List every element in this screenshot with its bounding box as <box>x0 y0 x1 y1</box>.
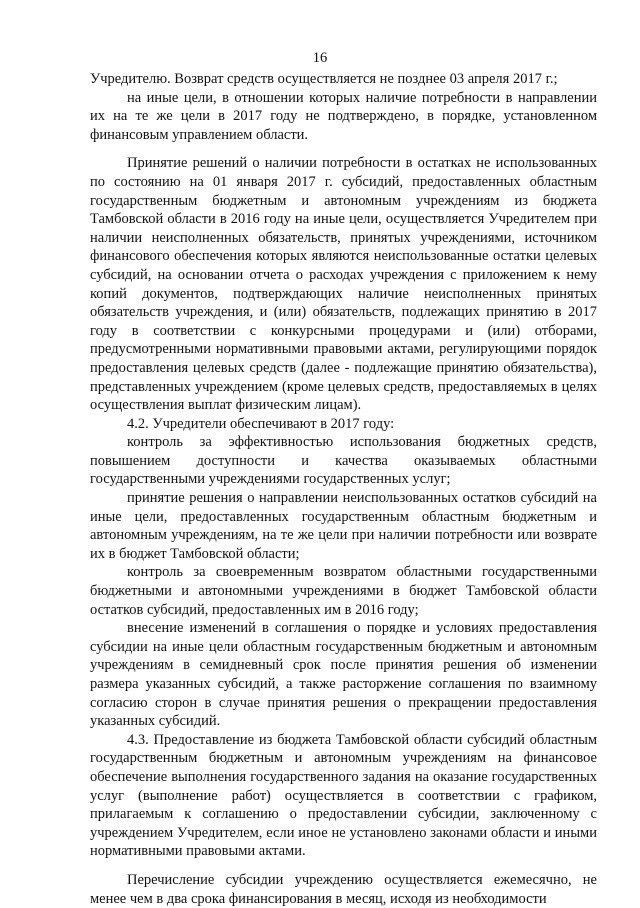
paragraph: Принятие решений о наличии потребности в остатках не использованных по состоянию на 01 января 2017 г. субсидий, предоставленных областным государственным бюджетным и автономным учреждениям из бюджета Тамбовской области в 2016 году на иные цели, осуществляется Учредителем при наличии неисполненных обязательств, принятых учреждениями, источником финансового обеспечения которых являются неиспользованные остатки целевых субсидий, на основании отчета о расходах учреждения с приложением к нему копий документов, подтверждающих наличие неисполненных принятых обязательств учреждения, и (или) обязательств, подлежащих принятию в 2017 году в соответствии с конкурсными процедурами и (или) отборами, предусмотренными нормативными правовыми актами, регулирующими порядок предоставления целевых средств (далее - подлежащие принятию обязательства), представленных учреждением (кроме целевых средств, предоставляемых в целях осуществления выплат физическим лицам). <box>90 155 597 414</box>
paragraph: 4.3. Предоставление из бюджета Тамбовской области субсидий областным государственным бюджетным и автономным учреждениям на финансовое обеспечение выполнения государственного задания на оказание государственных услуг (выполнение работ) осуществляется в соответствии с графиком, прилагаемым к соглашению о предоставлении субсидии, заключенному с учреждением Учредителем, если иное не установлено законами области и иными нормативными правовыми актами. <box>90 731 597 860</box>
paragraph: Учредителю. Возврат средств осуществляется не позднее 03 апреля 2017 г.; <box>90 71 558 87</box>
paragraph: Перечисление субсидии учреждению осуществляется ежемесячно, не менее чем в два срока финансирования в месяц, исходя из необходимости <box>90 871 597 907</box>
paragraph: контроль за своевременным возвратом областными государственными бюджетными и автономными учреждениями в бюджет Тамбовской области остатков субсидий, предоставленных им в 2016 году; <box>90 564 597 618</box>
paragraph: контроль за эффективностью использования бюджетных средств, повышением доступности и качества оказываемых областными государственными учреждениями государственных услуг; <box>90 434 597 488</box>
paragraph: принятие решения о направлении неиспользованных остатков субсидий на иные цели, предоставленных государственным областным бюджетным и автономным учреждениям, на те же цели при наличии потребности или возврате их в бюджет Тамбовской области; <box>90 490 597 562</box>
page-number: 16 <box>312 50 328 66</box>
paragraph: 4.2. Учредители обеспечивают в 2017 году: <box>127 415 395 432</box>
body-text <box>90 70 597 908</box>
paragraph: на иные цели, в отношении которых наличие потребности в направлении их на те же цели в 2017 году не подтверждено, в порядке, установленном финансовым управлением области. <box>90 89 597 143</box>
paragraph: внесение изменений в соглашения о порядке и условиях предоставления субсидии на иные цели областным государственным бюджетным и автономным учреждениям в семидневный срок после принятия решения об изменении размера указанных субсидий, а также расторжение соглашения по взаимному согласию сторон в случае принятия решения о прекращении предоставления указанных субсидий. <box>90 620 597 730</box>
